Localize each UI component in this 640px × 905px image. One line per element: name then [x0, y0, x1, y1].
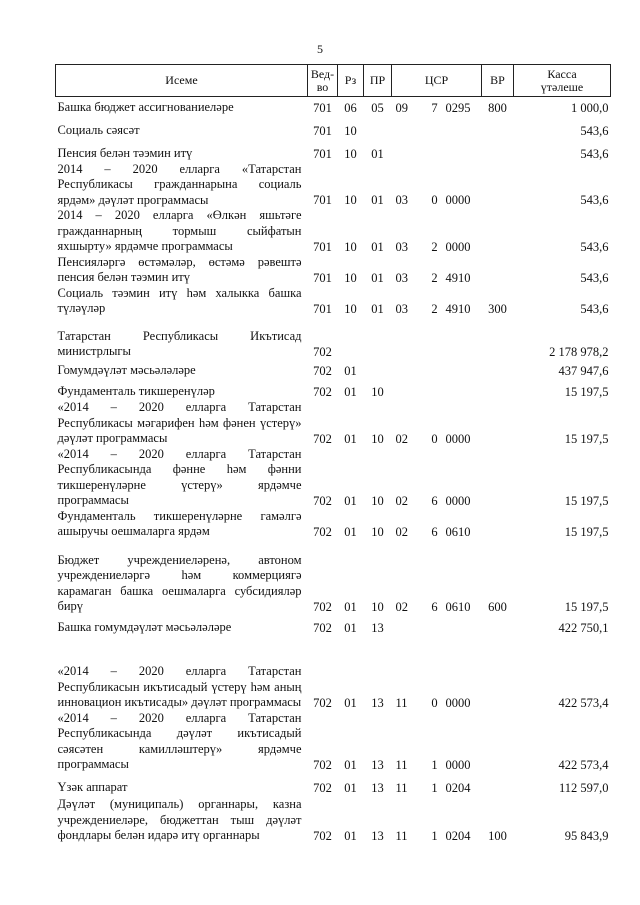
cell-csr2: 2 [431, 270, 438, 285]
cell-vr [482, 400, 514, 447]
cell-csr2 [426, 379, 444, 400]
cell-name: Гомумдәүләт мәсьәләләре [57, 363, 196, 377]
cell-rz: 01 [344, 384, 357, 399]
cell-csr1 [392, 116, 426, 139]
cell-pr: 13 [371, 620, 384, 635]
cell-rz: 01 [344, 828, 357, 843]
cell-pr: 01 [371, 301, 384, 316]
cell-vr [482, 162, 514, 209]
cell-pr: 10 [371, 431, 384, 446]
table-row [56, 796, 611, 844]
cell-sum: 422 573,4 [558, 695, 609, 710]
cell-csr1: 03 [395, 193, 408, 207]
table-row [56, 615, 611, 636]
cell-csr3 [444, 379, 482, 400]
page-number: 5 [317, 42, 323, 56]
cell-name: Башка бюджет ассигнованиеләре [57, 100, 234, 114]
header-kassa: Касса үтәлеше [514, 65, 611, 97]
cell-csr2: 2 [431, 301, 438, 316]
cell-csr2: 6 [431, 524, 438, 539]
cell-ved: 702 [313, 524, 332, 539]
cell-ved: 702 [313, 828, 332, 843]
cell-name: Дәүләт (муниципаль) органнары, казна учреждениеләре, бюджеттан тыш дәүләт фондлары белән идарә итү органнары [57, 797, 302, 842]
cell-csr3: 0204 [445, 828, 471, 843]
cell-rz: 01 [344, 599, 357, 614]
cell-pr: 10 [371, 493, 384, 508]
cell-vr [482, 509, 514, 540]
cell-sum: 112 597,0 [558, 780, 609, 795]
cell-csr3: 4910 [445, 301, 471, 316]
cell-csr2: 6 [431, 599, 438, 614]
cell-pr: 05 [371, 100, 384, 115]
cell-ved: 702 [313, 757, 332, 772]
cell-sum: 422 750,1 [558, 620, 609, 635]
cell-pr: 10 [371, 524, 384, 539]
cell-csr3: 0000 [445, 695, 471, 710]
table-row [56, 255, 611, 286]
cell-vr [482, 711, 514, 773]
cell-sum: 437 947,6 [558, 363, 609, 378]
cell-name: «2014 – 2020 елларга Татарстан Республикасында фәнне һәм фәнни тикшеренүләрне үстерү» ярдәмче программасы [57, 446, 302, 507]
cell-csr1 [392, 317, 426, 360]
cell-name: 2014 – 2020 елларга «Татарстан Республикасы гражданнарына социаль ярдәм» дәүләт программасы [57, 161, 302, 207]
cell-csr3: 0610 [445, 599, 471, 614]
cell-pr: 01 [371, 193, 384, 207]
cell-csr2: 0 [431, 695, 438, 710]
cell-csr1: 02 [395, 431, 408, 446]
cell-ved: 702 [313, 620, 332, 635]
budget-table [55, 64, 611, 844]
cell-csr1 [392, 615, 426, 636]
cell-csr1: 03 [395, 239, 408, 254]
cell-sum: 543,6 [580, 239, 609, 254]
cell-name: «2014 – 2020 елларга Татарстан Республикасы мәгарифен һәм фәнен үстерү» дәүләт программасы [57, 400, 302, 445]
cell-vr [482, 636, 514, 711]
cell-csr3: 0295 [445, 100, 471, 115]
cell-sum: 543,6 [580, 301, 609, 316]
cell-ved: 701 [313, 301, 332, 316]
cell-csr2: 2 [431, 239, 438, 254]
header-ved: Вед- во [308, 65, 338, 97]
cell-ved: 702 [313, 599, 332, 614]
cell-vr: 800 [488, 100, 507, 115]
cell-sum: 2 178 978,2 [549, 344, 609, 359]
cell-vr [482, 615, 514, 636]
cell-csr3 [444, 116, 482, 139]
cell-sum: 95 843,9 [564, 828, 609, 843]
cell-sum: 15 197,5 [564, 599, 609, 614]
cell-pr: 13 [371, 828, 384, 843]
cell-pr [364, 360, 392, 379]
cell-csr3: 0000 [445, 431, 471, 446]
header-csr: ЦСР [392, 65, 482, 97]
table-header [56, 65, 611, 97]
cell-sum: 543,6 [580, 123, 609, 138]
cell-rz: 01 [344, 757, 357, 772]
cell-rz: 01 [344, 524, 357, 539]
cell-rz: 01 [344, 620, 357, 635]
cell-csr2: 1 [431, 828, 438, 843]
header-vr: ВР [482, 65, 514, 97]
cell-vr [482, 447, 514, 509]
cell-csr3: 0204 [445, 780, 471, 795]
cell-rz: 01 [344, 493, 357, 508]
cell-rz: 10 [344, 123, 357, 138]
cell-rz: 10 [344, 301, 357, 316]
table-body [56, 97, 611, 844]
table-row [56, 208, 611, 255]
cell-sum: 15 197,5 [564, 384, 609, 399]
cell-pr [364, 317, 392, 360]
cell-rz: 10 [344, 193, 357, 207]
cell-name: Пенсияләргә өстәмәләр, өстәмә рәвештә пенсия белән тәэмин итү [57, 254, 302, 284]
cell-vr: 100 [488, 828, 507, 843]
cell-csr1: 02 [395, 493, 408, 508]
cell-csr2 [426, 139, 444, 162]
header-rz: Рз [338, 65, 364, 97]
cell-csr2: 7 [431, 100, 438, 115]
cell-ved: 701 [313, 270, 332, 285]
cell-csr2: 6 [431, 493, 438, 508]
cell-csr1: 11 [395, 757, 408, 772]
cell-pr: 10 [371, 599, 384, 614]
cell-name: Татарстан Республикасы Икътисад министрлыгы [57, 328, 302, 358]
cell-name: Социаль сәясәт [57, 123, 140, 137]
cell-sum: 1 000,0 [571, 100, 609, 115]
cell-csr3: 0610 [445, 524, 471, 539]
cell-csr3: 0000 [445, 193, 471, 207]
cell-pr: 01 [371, 270, 384, 285]
cell-ved: 702 [313, 431, 332, 446]
cell-ved: 702 [313, 695, 332, 710]
cell-sum: 543,6 [580, 193, 609, 207]
table-row [56, 139, 611, 162]
cell-rz [338, 317, 364, 360]
cell-rz: 10 [344, 270, 357, 285]
cell-ved: 702 [313, 344, 332, 359]
cell-sum: 15 197,5 [564, 493, 609, 508]
cell-vr [482, 255, 514, 286]
cell-csr1: 03 [395, 270, 408, 285]
table-row [56, 379, 611, 400]
cell-csr1: 03 [395, 301, 408, 316]
cell-rz: 01 [344, 780, 357, 795]
cell-csr2 [426, 116, 444, 139]
cell-pr: 13 [371, 780, 384, 795]
cell-ved: 701 [313, 193, 332, 207]
cell-csr3: 0000 [445, 239, 471, 254]
table-row [56, 540, 611, 615]
cell-rz: 01 [344, 431, 357, 446]
cell-sum: 543,6 [580, 270, 609, 285]
cell-vr [482, 139, 514, 162]
cell-vr: 300 [488, 301, 507, 316]
cell-vr [482, 317, 514, 360]
cell-csr1 [392, 139, 426, 162]
table-row [56, 447, 611, 509]
cell-rz: 10 [344, 239, 357, 254]
header-name: Исеме [56, 65, 308, 97]
cell-sum: 15 197,5 [564, 524, 609, 539]
table-row [56, 636, 611, 711]
cell-pr: 10 [371, 384, 384, 399]
cell-csr1 [392, 379, 426, 400]
cell-name: Пенсия белән тәэмин итү [57, 146, 193, 160]
cell-csr1 [392, 360, 426, 379]
cell-vr [482, 208, 514, 255]
cell-sum: 543,6 [580, 146, 609, 161]
cell-csr2: 1 [431, 757, 438, 772]
cell-ved: 701 [313, 239, 332, 254]
cell-name: Үзәк аппарат [57, 780, 128, 794]
table-row [56, 116, 611, 139]
cell-rz: 01 [344, 363, 357, 378]
table-row [56, 162, 611, 209]
cell-ved: 702 [313, 363, 332, 378]
table-row [56, 711, 611, 773]
cell-name: Башка гомумдәүләт мәсьәләләре [57, 620, 232, 634]
cell-name: 2014 – 2020 елларга «Өлкән яшьтәге гражданнарның тормыш сыйфатын яхшырту» ярдәмче программасы [57, 208, 302, 253]
cell-vr [482, 116, 514, 139]
cell-name: Фундаменталь тикшеренүләрне гамәлгә ашыручы оешмаларга ярдәм [57, 508, 302, 538]
cell-name: Фундаменталь тикшеренүләр [57, 384, 215, 398]
table-row [56, 509, 611, 540]
cell-ved: 701 [313, 123, 332, 138]
cell-vr [482, 360, 514, 379]
cell-name: Социаль тәэмин итү һәм халыкка башка түләүләр [57, 285, 302, 315]
cell-ved: 702 [313, 493, 332, 508]
cell-rz: 01 [344, 695, 357, 710]
table-row [56, 400, 611, 447]
cell-csr1: 11 [395, 828, 408, 843]
cell-csr3 [444, 360, 482, 379]
cell-vr [482, 773, 514, 796]
header-pr: ПР [364, 65, 392, 97]
cell-vr [482, 379, 514, 400]
cell-vr: 600 [488, 599, 507, 614]
cell-csr3: 4910 [445, 270, 471, 285]
cell-csr2: 1 [431, 780, 438, 795]
cell-ved: 701 [313, 146, 332, 161]
cell-ved: 701 [313, 100, 332, 115]
cell-csr1: 02 [395, 599, 408, 614]
cell-csr1: 02 [395, 524, 408, 539]
cell-csr3 [444, 615, 482, 636]
cell-csr1: 09 [395, 100, 408, 115]
cell-name: Бюджет учреждениеләренә, автоном учреждениеләргә һәм коммерциягә карамаган башка оешмаларга субсидияләр бирү [57, 552, 302, 613]
cell-csr2 [426, 317, 444, 360]
cell-pr: 01 [371, 239, 384, 254]
cell-csr2 [426, 615, 444, 636]
cell-name: «2014 – 2020 елларга Татарстан Республикасында дәүләт икътисадый сәясәтен камилләштерү» ярдәмче программасы [57, 710, 302, 771]
cell-sum: 422 573,4 [558, 757, 609, 772]
cell-pr [364, 116, 392, 139]
cell-rz: 06 [344, 100, 357, 115]
cell-csr3: 0000 [445, 493, 471, 508]
cell-csr3 [444, 139, 482, 162]
cell-pr: 13 [371, 757, 384, 772]
table-row [56, 286, 611, 317]
cell-name: «2014 – 2020 елларга Татарстан Республикасын икътисадый үстерү һәм аның инновацион икътисады» дәүләт программасы [57, 664, 302, 709]
cell-csr3: 0000 [445, 757, 471, 772]
table-row [56, 317, 611, 360]
cell-rz: 10 [344, 146, 357, 161]
cell-csr3 [444, 317, 482, 360]
table-row [56, 97, 611, 116]
cell-pr: 13 [371, 695, 384, 710]
cell-csr1: 11 [395, 695, 408, 710]
cell-csr2: 0 [431, 193, 438, 207]
cell-sum: 15 197,5 [564, 431, 609, 446]
cell-pr: 01 [371, 146, 384, 161]
cell-csr1: 11 [395, 780, 408, 795]
cell-ved: 702 [313, 780, 332, 795]
cell-csr2 [426, 360, 444, 379]
table-row [56, 773, 611, 796]
table-row [56, 360, 611, 379]
cell-csr2: 0 [431, 431, 438, 446]
cell-ved: 702 [313, 384, 332, 399]
